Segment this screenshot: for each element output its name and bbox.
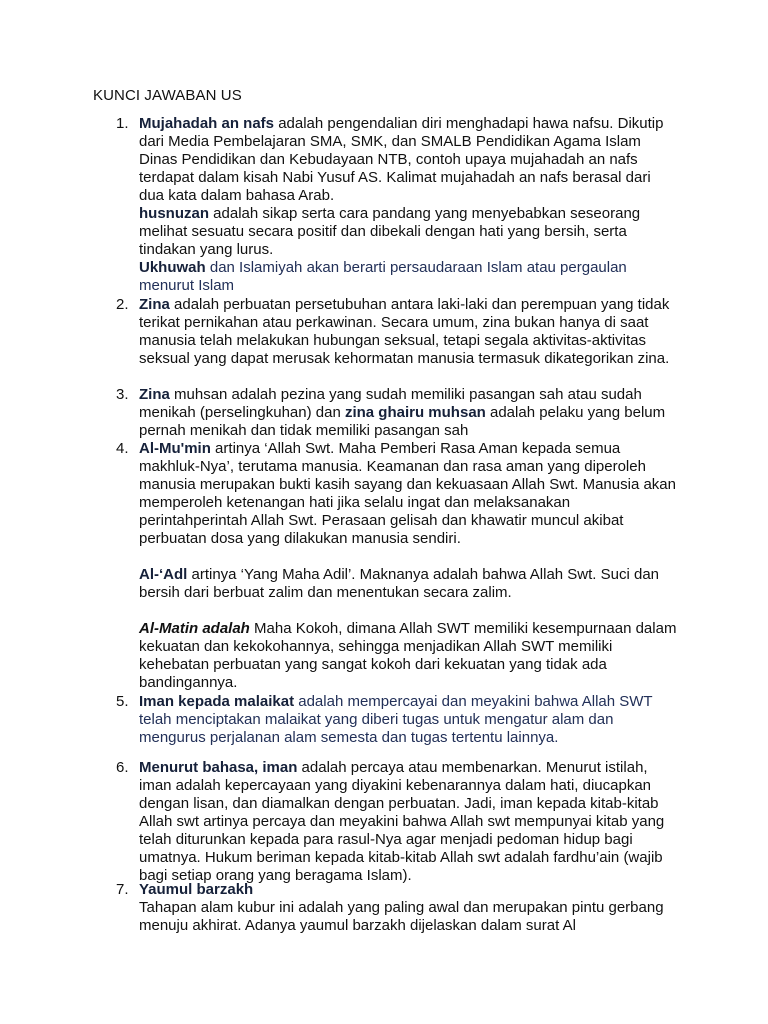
paragraph-text: artinya ‘Allah Swt. Maha Pemberi Rasa Aman kepada semua makhluk-Nya’, terutama manusia. Keamanan dan rasa aman yang diperoleh manusia merupakan bukti kasih sayang dan kekuasaan Allah Swt. Manusia akan memperoleh ketenangan hati jika selalu ingat dan melaksanakan perintahperintah Allah Swt. Perasaan gelisah dan khawatir muncul akibat perbuatan dosa yang dilakukan manusia sendiri. — [139, 440, 676, 547]
paragraph — [139, 899, 679, 935]
term: Menurut bahasa, iman — [139, 759, 298, 776]
item-number: 4. — [116, 440, 129, 457]
term: Ukhuwah — [139, 259, 206, 276]
item-body — [139, 759, 679, 885]
term: Al-Matin adalah — [139, 620, 250, 637]
item-body — [139, 693, 679, 747]
paragraph — [139, 386, 679, 440]
term: Al-Mu'min — [139, 440, 211, 457]
paragraph-gap — [139, 602, 679, 620]
paragraph — [139, 115, 679, 205]
item-body — [139, 296, 679, 368]
term: Zina — [139, 296, 170, 313]
item-body — [139, 115, 679, 295]
paragraph — [139, 259, 679, 295]
paragraph — [139, 296, 679, 368]
paragraph-text: adalah perbuatan persetubuhan antara laki-laki dan perempuan yang tidak terikat pernikahan atau perkawinan. Secara umum, zina bukan hanya di saat manusia telah melakukan hubungan seksual, tetapi segala aktivitas-aktivitas seksual yang dapat merusak kehormatan manusia termasuk dikategorikan zina. — [139, 296, 670, 367]
item-number: 7. — [116, 881, 129, 898]
term: Yaumul barzakh — [139, 881, 254, 898]
term: Al-‘Adl — [139, 566, 188, 583]
item-number: 1. — [116, 115, 129, 132]
paragraph — [139, 881, 679, 899]
paragraph — [139, 693, 679, 747]
term: zina ghairu muhsan — [344, 404, 486, 421]
item-number: 5. — [116, 693, 129, 710]
paragraph — [139, 440, 679, 548]
term: Zina — [139, 386, 170, 403]
document-title: KUNCI JAWABAN US — [93, 87, 242, 104]
item-number: 3. — [116, 386, 129, 403]
paragraph-text: adalah pelaku yang belum pernah menikah dan tidak memiliki pasangan sah — [139, 404, 666, 439]
term: husnuzan — [139, 205, 209, 222]
paragraph-text: muhsan adalah pezina yang sudah memiliki pasangan sah atau sudah menikah (perselingkuhan) dan — [139, 386, 642, 421]
paragraph-gap — [139, 548, 679, 566]
paragraph-text: dan Islamiyah akan berarti persaudaraan Islam atau pergaulan menurut Islam — [139, 259, 627, 294]
paragraph — [139, 620, 679, 692]
item-number: 2. — [116, 296, 129, 313]
paragraph — [139, 205, 679, 259]
paragraph-text: adalah sikap serta cara pandang yang menyebabkan seseorang melihat sesuatu secara positif dan dibekali dengan hati yang bersih, serta tindakan yang lurus. — [139, 205, 641, 258]
item-body — [139, 881, 679, 935]
paragraph — [139, 759, 679, 885]
item-body — [139, 440, 679, 692]
paragraph-text: Maha Kokoh, dimana Allah SWT memiliki kesempurnaan dalam kekuatan dan kekokohannya, sehingga menjadikan Allah SWT memiliki kehebatan perbuatan yang sangat kokoh dari kekuatan yang tidak ada bandingannya. — [139, 620, 677, 691]
paragraph — [139, 566, 679, 602]
term: Iman kepada malaikat — [139, 693, 295, 710]
item-body — [139, 386, 679, 440]
paragraph-text: artinya ‘Yang Maha Adil’. Maknanya adalah bahwa Allah Swt. Suci dan bersih dari berbuat zalim dan menentukan secara zalim. — [139, 566, 660, 601]
paragraph-text: adalah mempercayai dan meyakini bahwa Allah SWT telah menciptakan malaikat yang diberi tugas untuk mengatur alam dan mengurus perjalanan alam semesta dan tugas tertentu lainnya. — [139, 693, 653, 746]
item-number: 6. — [116, 759, 129, 776]
paragraph-text: adalah percaya atau membenarkan. Menurut istilah, iman adalah kepercayaan yang diyakini kebenarannya dalam hati, diucapkan dengan lisan, dan diamalkan dengan perbuatan. Jadi, iman kepada kitab-kitab Allah swt artinya percaya dan meyakini bahwa Allah swt mempunyai kitab yang telah diturunkan kepada para rasul-Nya agar menjadi pedoman hidup bagi umatnya. Hukum beriman kepada kitab-kitab Allah swt adalah fardhu’ain (wajib bagi setiap orang yang beragama Islam). — [139, 759, 665, 884]
term: Mujahadah an nafs — [139, 115, 275, 132]
paragraph-text: adalah pengendalian diri menghadapi hawa nafsu. Dikutip dari Media Pembelajaran SMA, SMK, dan SMALB Pendidikan Agama Islam Dinas Pendidikan dan Kebudayaan NTB, contoh upaya mujahadah an nafs terdapat dalam kisah Nabi Yusuf AS. Kalimat mujahadah an nafs berasal dari dua kata dalam bahasa Arab. — [139, 115, 664, 204]
paragraph-text: Tahapan alam kubur ini adalah yang paling awal dan merupakan pintu gerbang menuju akhirat. Adanya yaumul barzakh dijelaskan dalam surat Al — [139, 899, 664, 934]
